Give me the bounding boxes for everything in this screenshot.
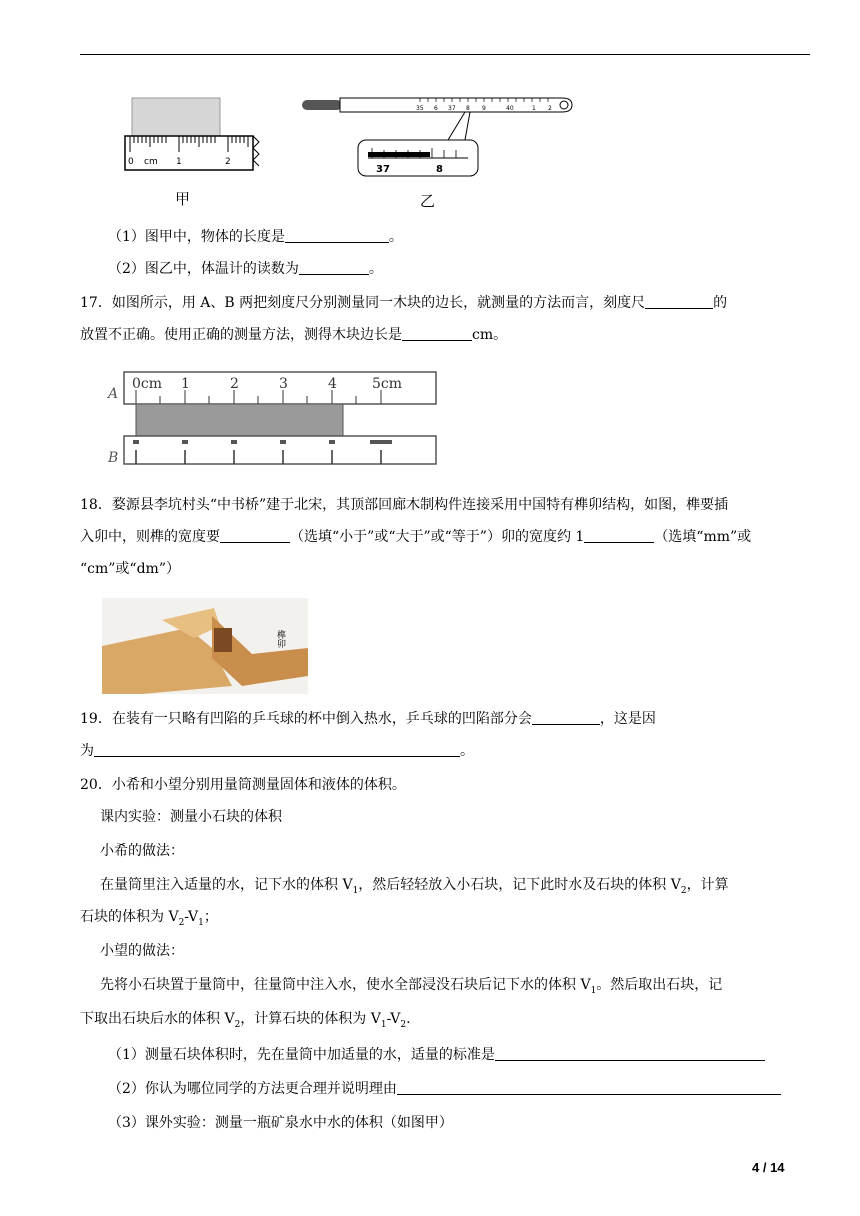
q16-part1-blank[interactable] bbox=[285, 227, 389, 243]
q19-line1 bbox=[80, 708, 810, 730]
mortise-label: 榫卯 bbox=[275, 630, 285, 648]
rulers-ab-figure bbox=[106, 368, 446, 468]
q16-part2 bbox=[108, 258, 838, 280]
q20-l4c: ，计算 bbox=[686, 877, 729, 893]
q19-end: 。 bbox=[460, 743, 474, 759]
ruler-figure-jia bbox=[122, 96, 262, 176]
q19-blank1[interactable] bbox=[532, 709, 600, 725]
q20-l8d: . bbox=[406, 1011, 411, 1027]
q20-line6: 小望的做法： bbox=[100, 943, 184, 959]
q20-line3: 小希的做法： bbox=[100, 843, 184, 859]
ruler-a-tick-0: 0cm bbox=[132, 376, 163, 392]
figure-caption-jia: 甲 bbox=[175, 190, 191, 208]
q20-line4 bbox=[100, 874, 830, 902]
q20-part2-text: （2）你认为哪位同学的方法更合理并说明理由 bbox=[108, 1081, 397, 1097]
q20-part1 bbox=[108, 1044, 838, 1066]
q20-line5 bbox=[80, 906, 810, 934]
ruler-jia-tick-0: 0 bbox=[128, 157, 134, 167]
q20-l7a: 先将小石块置于量筒中，往量筒中注入水，使水全部浸没石块后记下水的体积 V bbox=[100, 977, 591, 993]
thermo-zoom-37: 37 bbox=[376, 164, 390, 175]
q20-part2-blank[interactable] bbox=[397, 1079, 781, 1095]
q20-l8-sub2b: 2 bbox=[400, 1019, 407, 1030]
q19-line2 bbox=[80, 740, 810, 762]
q20-l5a: 石块的体积为 V bbox=[80, 909, 179, 925]
q19-text: 19．在装有一只略有凹陷的乒乓球的杯中倒入热水，乒乓球的凹陷部分会 bbox=[80, 711, 532, 727]
q17-blank1[interactable] bbox=[645, 293, 713, 309]
q20-l7-sub1: 1 bbox=[590, 985, 597, 996]
thermo-scale-1: 1 bbox=[532, 105, 536, 112]
q20-l4b: ，然后轻轻放入小石块，记下此时水及石块的体积 V bbox=[358, 877, 681, 893]
q20-l8a: 下取出石块后水的体积 V bbox=[80, 1011, 235, 1027]
q20-l5-sub2: 2 bbox=[178, 917, 185, 928]
thermo-scale-8: 8 bbox=[466, 105, 470, 112]
page-number: 4 / 14 bbox=[752, 1160, 785, 1175]
q19-text2: 为 bbox=[80, 743, 94, 759]
q20-line7 bbox=[100, 974, 830, 1002]
q20-l8-sub2: 2 bbox=[234, 1019, 241, 1030]
thermometer-figure-yi bbox=[300, 92, 580, 182]
q18-text-end: （选填“mm”或 bbox=[654, 529, 752, 545]
q18-line2 bbox=[80, 526, 810, 548]
ruler-a-tick-5: 5cm bbox=[372, 376, 403, 392]
mortise-tenon-photo bbox=[102, 598, 308, 694]
q18-text-mid: （选填“小于”或“大于”或“等于”）卯的宽度约 1 bbox=[290, 529, 585, 545]
q20-part1-blank[interactable] bbox=[495, 1045, 765, 1061]
ruler-a-label: A bbox=[108, 386, 119, 402]
ruler-jia-unit: cm bbox=[144, 157, 158, 167]
q20-part1-text: （1）测量石块体积时，先在量筒中加适量的水，适量的标准是 bbox=[108, 1047, 495, 1063]
q17-text-end: 的 bbox=[713, 295, 728, 311]
q17-line2 bbox=[80, 324, 810, 346]
q16-part1-end: 。 bbox=[388, 229, 403, 245]
figure-caption-yi: 乙 bbox=[420, 192, 436, 210]
q20-l8-sub1: 1 bbox=[380, 1019, 387, 1030]
q20-l5b: -V bbox=[184, 909, 199, 925]
q18-text: 入卯中，则榫的宽度要 bbox=[80, 529, 220, 545]
thermo-scale-40: 40 bbox=[506, 105, 514, 112]
q20-l5-sub1: 1 bbox=[198, 917, 204, 928]
q20-l4-sub1: 1 bbox=[352, 885, 359, 896]
ruler-a-tick-3: 3 bbox=[279, 376, 288, 392]
q20-l5c: ； bbox=[203, 909, 218, 925]
q19-blank2[interactable] bbox=[94, 741, 460, 757]
thermo-scale-37: 37 bbox=[448, 105, 456, 112]
q18-blank1[interactable] bbox=[220, 527, 290, 543]
thermo-scale-35: 35 bbox=[416, 105, 424, 112]
thermo-scale-2: 2 bbox=[548, 105, 552, 112]
q19-text-end: ，这是因 bbox=[599, 711, 656, 727]
q16-part1 bbox=[108, 226, 838, 248]
q20-part3: （3）课外实验：测量一瓶矿泉水中水的体积（如图甲） bbox=[108, 1115, 453, 1131]
q20-l8c: -V bbox=[386, 1011, 401, 1027]
ruler-a-tick-4: 4 bbox=[328, 376, 337, 392]
q17-unit: cm。 bbox=[472, 327, 508, 343]
q18-line1: 18．婺源县李坑村头“中书桥”建于北宋，其顶部回廊木制构件连接采用中国特有榫卯结构，如图，榫要插 bbox=[80, 497, 729, 513]
thermo-zoom-8: 8 bbox=[436, 164, 443, 175]
q16-part2-end: 。 bbox=[368, 261, 383, 277]
q20-line8 bbox=[80, 1008, 810, 1036]
ruler-a-tick-1: 1 bbox=[181, 376, 190, 392]
q17-blank2[interactable] bbox=[402, 325, 472, 341]
q20-l7b: 。然后取出石块，记 bbox=[596, 977, 723, 993]
q18-line3: “cm”或“dm”） bbox=[80, 561, 180, 577]
ruler-jia-tick-2: 2 bbox=[225, 157, 231, 167]
q20-l8b: ，计算石块的体积为 V bbox=[240, 1011, 381, 1027]
q16-part2-blank[interactable] bbox=[299, 259, 369, 275]
ruler-jia-tick-1: 1 bbox=[176, 157, 182, 167]
q17-line1 bbox=[80, 292, 810, 314]
ruler-b-label: B bbox=[108, 450, 119, 466]
q20-part2 bbox=[108, 1078, 838, 1100]
q20-line2: 课内实验：测量小石块的体积 bbox=[100, 809, 282, 825]
q20-line1: 20．小希和小望分别用量筒测量固体和液体的体积。 bbox=[80, 777, 406, 793]
q17-text: 17．如图所示，用 A、B 两把刻度尺分别测量同一木块的边长，就测量的方法而言，刻度尺 bbox=[80, 295, 646, 311]
header-rule bbox=[80, 54, 810, 55]
q17-text2: 放置不正确。使用正确的测量方法，测得木块边长是 bbox=[80, 327, 402, 343]
thermo-scale-6: 6 bbox=[434, 105, 438, 112]
q20-l4a: 在量筒里注入适量的水，记下水的体积 V bbox=[100, 877, 353, 893]
ruler-a-tick-2: 2 bbox=[230, 376, 239, 392]
thermo-scale-9: 9 bbox=[482, 105, 486, 112]
q16-part2-text: （2）图乙中，体温计的读数为 bbox=[108, 261, 299, 277]
q20-l4-sub2: 2 bbox=[680, 885, 687, 896]
q18-blank2[interactable] bbox=[584, 527, 654, 543]
q16-part1-text: （1）图甲中，物体的长度是 bbox=[108, 229, 285, 245]
